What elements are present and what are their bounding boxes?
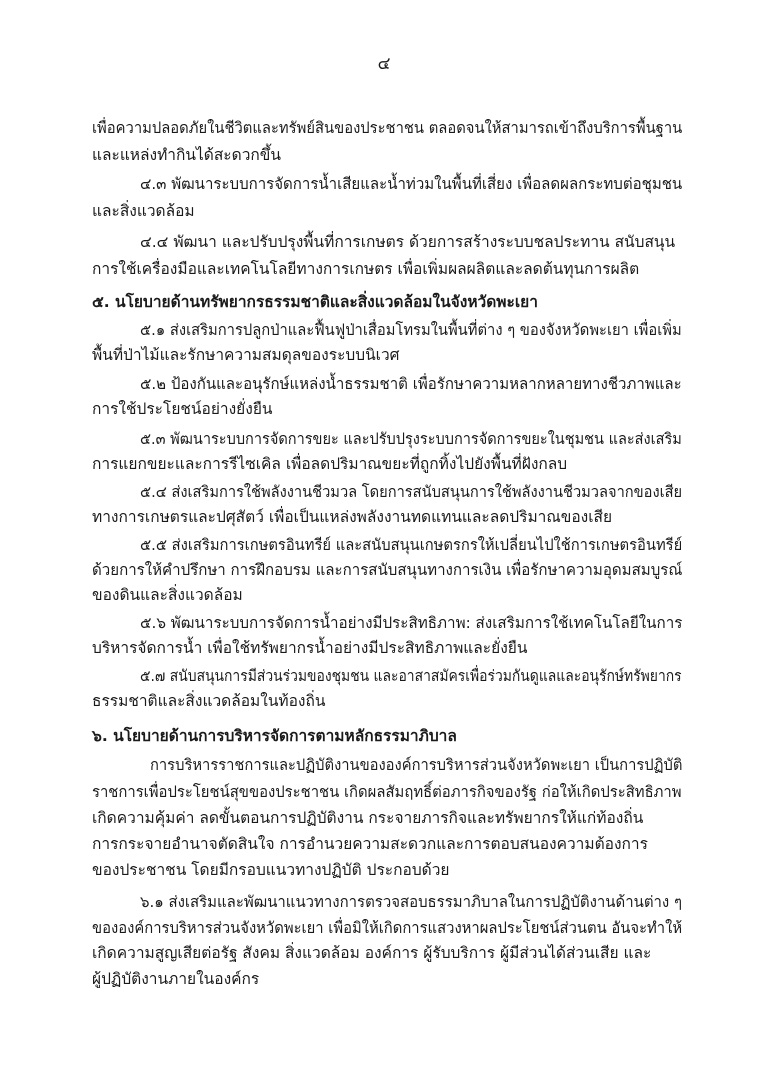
section-heading: ๖. นโยบายด้านการบริหารจัดการตามหลักธรรมาภิบาล [92,727,457,745]
text-line: ของประชาชน โดยมีกรอบแนวทางปฏิบัติ ประกอบด้วย [92,861,450,879]
text-line: การใช้เครื่องมือและเทคโนโลยีทางการเกษตร เพื่อเพิ่มผลผลิตและลดต้นทุนการผลิต [92,260,640,278]
text-line: ขององค์การบริหารส่วนจังหวัดพะเยา เพื่อมิให้เกิดการแสวงหาผลประโยชน์ส่วนตน อันจะทำให้ [92,919,683,937]
text-line: การกระจายอำนาจตัดสินใจ การอำนวยความสะดวกและการตอบสนองความต้องการ [92,835,648,853]
text-line: เกิดความคุ้มค่า ลดขั้นตอนการปฏิบัติงาน กระจายภารกิจและทรัพยากรให้แก่ท้องถิ่น [92,809,644,827]
text-line: ๕.๕ ส่งเสริมการเกษตรอินทรีย์ และสนับสนุนเกษตรกรให้เปลี่ยนไปใช้การเกษตรอินทรีย์ [140,536,683,554]
text-line: ๕.๑ ส่งเสริมการปลูกป่าและฟื้นฟูป่าเสื่อมโทรมในพื้นที่ต่าง ๆ ของจังหวัดพะเยา เพื่อเพิ่ม [140,321,682,339]
text-line: เกิดความสูญเสียต่อรัฐ สังคม สิ่งแวดล้อม องค์การ ผู้รับบริการ ผู้มีส่วนได้ส่วนเสีย และ [92,944,652,962]
text-line: และแหล่งทำกินได้สะดวกขึ้น [92,146,281,164]
section-heading: ๕. นโยบายด้านทรัพยากรธรรมชาติและสิ่งแวดล้อมในจังหวัดพะเยา [92,293,538,311]
text-line: ๕.๖ พัฒนาระบบการจัดการน้ำอย่างมีประสิทธิภาพ: ส่งเสริมการใช้เทคโนโลยีในการ [140,614,683,632]
text-line: การแยกขยะและการรีไซเคิล เพื่อลดปริมาณขยะที่ถูกทิ้งไปยังพื้นที่ฝังกลบ [92,455,568,473]
text-line: การบริหารราชการและปฏิบัติงานขององค์การบริหารส่วนจังหวัดพะเยา เป็นการปฏิบัติ [150,756,683,774]
text-line: ๕.๒ ป้องกันและอนุรักษ์แหล่งน้ำธรรมชาติ เพื่อรักษาความหลากหลายทางชีวภาพและ [140,375,682,393]
text-line: ๕.๗ สนับสนุนการมีส่วนร่วมของชุมชน และอาสาสมัครเพื่อร่วมกันดูแลและอนุรักษ์ทรัพยากร [140,667,682,685]
text-line: ๖.๑ ส่งเสริมและพัฒนาแนวทางการตรวจสอบธรรมาภิบาลในการปฏิบัติงานด้านต่าง ๆ [140,893,683,911]
text-line: ด้วยการให้คำปรึกษา การฝึกอบรม และการสนับสนุนทางการเงิน เพื่อรักษาความอุดมสมบูรณ์ [92,561,683,579]
text-line: การใช้ประโยชน์อย่างยั่งยืน [92,400,273,418]
text-line: ๔.๔ พัฒนา และปรับปรุงพื้นที่การเกษตร ด้วยการสร้างระบบชลประทาน สนับสนุน [140,233,676,251]
text-line: ทางการเกษตรและปศุสัตว์ เพื่อเป็นแหล่งพลังงานทดแทนและลดปริมาณของเสีย [92,508,613,526]
text-line: ธรรมชาติและสิ่งแวดล้อมในท้องถิ่น [92,692,326,710]
text-line: ๔.๓ พัฒนาระบบการจัดการน้ำเสียและน้ำท่วมในพื้นที่เสี่ยง เพื่อลดผลกระทบต่อชุมชน [140,175,683,193]
text-line: ราชการเพื่อประโยชน์สุขของประชาชน เกิดผลสัมฤทธิ์ต่อภารกิจของรัฐ ก่อให้เกิดประสิทธิภาพ [92,783,682,801]
text-line: ของดินและสิ่งแวดล้อม [92,586,243,604]
text-line: บริหารจัดการน้ำ เพื่อใช้ทรัพยากรน้ำอย่างมีประสิทธิภาพและยั่งยืน [92,639,528,657]
text-line: พื้นที่ป่าไม้และรักษาความสมดุลของระบบนิเวศ [92,346,400,364]
text-line: และสิ่งแวดล้อม [92,202,195,220]
text-line: ๕.๓ พัฒนาระบบการจัดการขยะ และปรับปรุงระบบการจัดการขยะในชุมชน และส่งเสริม [140,430,682,448]
text-line: ๕.๔ ส่งเสริมการใช้พลังงานชีวมวล โดยการสนับสนุนการใช้พลังงานชีวมวลจากของเสีย [140,483,683,501]
text-line: เพื่อความปลอดภัยในชีวิตและทรัพย์สินของประชาชน ตลอดจนให้สามารถเข้าถึงบริการพื้นฐาน [92,119,683,137]
page-number: ๔ [377,54,391,74]
text-line: ผู้ปฏิบัติงานภายในองค์กร [92,970,260,988]
